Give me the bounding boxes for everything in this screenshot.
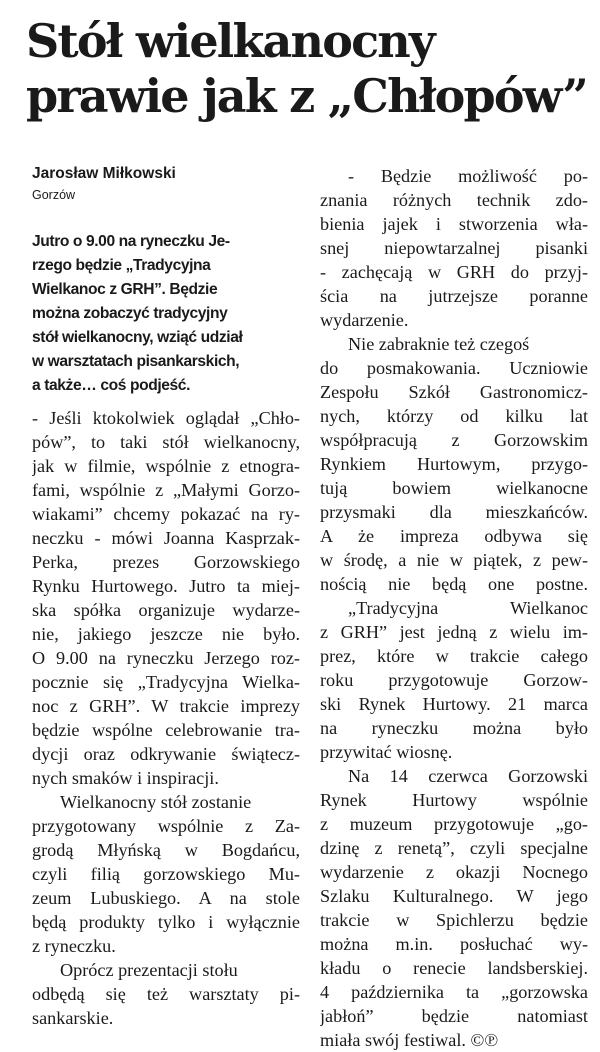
left-column-line: czyli filią gorzowskiego Mu- <box>32 864 300 884</box>
right-column-line: Nie zabraknie też czegoś <box>348 334 530 354</box>
left-column-line: Rynku Hurtowego. Jutro ta miej- <box>32 576 300 596</box>
left-column-line: odbędą się też warsztaty pi- <box>32 984 300 1004</box>
right-column-line: - Będzie możliwość po- <box>348 166 588 186</box>
right-column-line: prez, które w trakcie całego <box>320 646 588 666</box>
left-column-line: neczku - mówi Joanna Kasprzak- <box>32 528 300 548</box>
left-column-line: wiakami” chcemy pokazać na ry- <box>32 504 300 524</box>
left-column-line: zeum Lubuskiego. A na stole <box>32 888 300 908</box>
right-column-line: można m.in. posłuchać wy- <box>320 934 588 954</box>
left-column-line: Perka, prezes Gorzowskiego <box>32 552 300 572</box>
left-column-line: pocznie się „Tradycyjna Wielka- <box>32 672 300 692</box>
article-column-right <box>320 164 588 1052</box>
right-column-line: jabłoń” będzie natomiast <box>320 1006 588 1026</box>
lead-paragraph <box>32 230 300 398</box>
left-column-line: sankarskie. <box>32 1008 114 1028</box>
byline <box>32 164 176 206</box>
right-column-line: dzinę z renetą”, czyli specjalne <box>320 838 588 858</box>
left-column-line: O 9.00 na ryneczku Jerzego roz- <box>32 648 300 668</box>
right-column-line: znania różnych technik zdo- <box>320 190 588 210</box>
right-column-line: nych, którzy od kilku lat <box>320 406 588 426</box>
right-column-line: wydarzenie z okazji Nocnego <box>320 862 588 882</box>
lead-line: można zobaczyć tradycyjny <box>32 305 228 322</box>
right-column-line: tują bowiem wielkanocne <box>320 478 588 498</box>
headline-line-1: Stół wielkanocny <box>26 14 434 68</box>
lead-line: Jutro o 9.00 na ryneczku Je- <box>32 233 230 250</box>
right-column-line: snej niepowtarzalnej pisanki <box>320 238 588 258</box>
left-column-line: będzie wspólne celebrowanie tra- <box>32 720 300 740</box>
right-column-line: roku przygotowuje Gorzow- <box>320 670 588 690</box>
left-column-line: nych smaków i inspiracji. <box>32 768 219 788</box>
dateline-place: Gorzów <box>32 188 76 202</box>
right-column-line: przywitać wiosnę. <box>320 742 453 762</box>
right-column-line: trakcie w Spichlerzu będzie <box>320 910 588 930</box>
left-column-line: - Jeśli ktokolwiek oglądał „Chło- <box>32 408 300 428</box>
headline <box>26 14 586 124</box>
right-column-line: 4 października ta „gorzowska <box>320 982 588 1002</box>
right-column-line: współpracują z Gorzowskim <box>320 430 588 450</box>
lead-line: Wielkanoc z GRH”. Będzie <box>32 281 218 298</box>
lead-line: a także… coś podjeść. <box>32 377 190 394</box>
lead-line: stół wielkanocny, wziąć udział <box>32 329 243 346</box>
right-column-line: Na 14 czerwca Gorzowski <box>348 766 588 786</box>
right-column-line: ścia na jutrzejsze poranne <box>320 286 588 306</box>
right-column-line: przysmaki dla mieszkańców. <box>320 502 588 522</box>
left-column-line: jak w filmie, wspólnie z etnogra- <box>32 456 300 476</box>
right-column-line: Rynek Hurtowy wspólnie <box>320 790 588 810</box>
right-column-line: w środę, a nie w piątek, z pew- <box>320 550 588 570</box>
left-column-line: pów”, to taki stół wielkanocny, <box>32 432 300 452</box>
left-column-line: z ryneczku. <box>32 936 116 956</box>
right-column-line: kładu o renecie landsberskiej. <box>320 958 588 978</box>
author-name: Jarosław Miłkowski <box>32 165 176 182</box>
right-column-line: na ryneczku można było <box>320 718 588 738</box>
article-column-left <box>32 406 300 1030</box>
right-column-line: miała swój festiwal. ©℗ <box>320 1030 499 1050</box>
lead-line: rzego będzie „Tradycyjna <box>32 257 211 274</box>
left-column-line: Oprócz prezentacji stołu <box>60 960 238 980</box>
right-column-line: z GRH” jest jedną z wielu im- <box>320 622 588 642</box>
left-column-line: będą produkty tylko i wyłącznie <box>32 912 300 932</box>
left-column-line: fami, wspólnie z „Małymi Gorzo- <box>32 480 300 500</box>
right-column-line: „Tradycyjna Wielkanoc <box>348 598 588 618</box>
left-column-line: grodą Młyńską w Bogdańcu, <box>32 840 300 860</box>
left-column-line: przygotowany wspólnie z Za- <box>32 816 300 836</box>
left-column-line: dycji oraz odkrywanie świątecz- <box>32 744 300 764</box>
right-column-line: Rynkiem Hurtowym, przygo- <box>320 454 588 474</box>
right-column-line: - zachęcają w GRH do przyj- <box>320 262 588 282</box>
right-column-line: Szlaku Kulturalnego. W jego <box>320 886 588 906</box>
left-column-line: Wielkanocny stół zostanie <box>60 792 252 812</box>
left-column-line: noc z GRH”. W trakcie imprezy <box>32 696 300 716</box>
lead-line: w warsztatach pisankarskich, <box>32 353 240 370</box>
right-column-line: do posmakowania. Uczniowie <box>320 358 588 378</box>
left-column-line: nie, jakiego jeszcze nie było. <box>32 624 300 644</box>
right-column-line: ski Rynek Hurtowy. 21 marca <box>320 694 588 714</box>
headline-line-2: prawie jak z „Chłopów” <box>26 69 587 123</box>
right-column-line: Zespołu Szkół Gastronomicz- <box>320 382 588 402</box>
right-column-line: z muzeum przygotowuje „go- <box>320 814 588 834</box>
right-column-line: bienia jajek i stworzenia wła- <box>320 214 588 234</box>
right-column-line: A że impreza odbywa się <box>320 526 588 546</box>
right-column-line: wydarzenie. <box>320 310 409 330</box>
left-column-line: ska spółka organizuje wydarze- <box>32 600 300 620</box>
right-column-line: nością nie będą one postne. <box>320 574 588 594</box>
